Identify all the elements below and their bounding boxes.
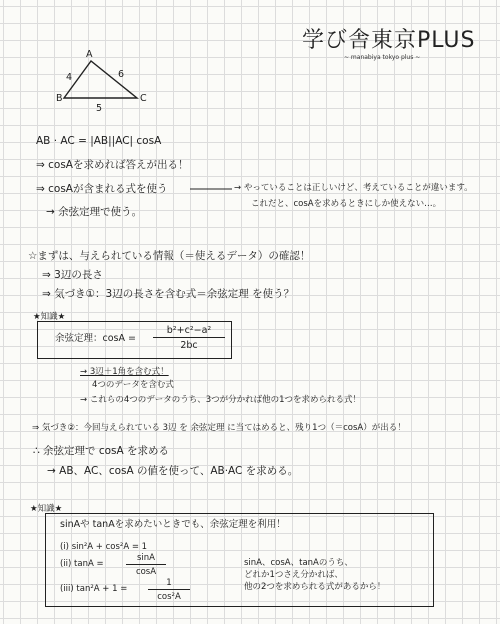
- notice-2: ⇒ 気づき②：今回与えられている 3辺 を 余弦定理 に当てはめると、残り1つ（＝cosA）が出る！: [32, 423, 406, 433]
- note-2: → これらの4つのデータのうち、3つが分かれば他の1つを求められる式！: [80, 395, 362, 405]
- trig-side-note-1: sinA、cosA、tanAのうち、: [244, 558, 353, 568]
- identity-i: (i) sin²A + cos²A = 1: [60, 542, 148, 552]
- note-1b: 4つのデータを含む式: [92, 380, 174, 390]
- vertex-b-label: B: [56, 93, 63, 104]
- note-1a: → 3辺＋1角を含む式！: [80, 367, 169, 377]
- identity-iii-lhs: (iii) tan²A + 1 =: [60, 584, 128, 594]
- step-1: ⇒ cosAを求めれば答えが出る！: [36, 159, 189, 171]
- dot-product-formula: AB · AC = |AB||AC| cosA: [36, 135, 162, 147]
- knowledge-label-1: ★知識★: [33, 312, 66, 322]
- logo-subtitle: ~ manabiya tokyo plus ~: [344, 54, 421, 61]
- trig-box-header: sinAや tanAを求めたいときでも、余弦定理を利用！: [60, 519, 286, 530]
- identity-ii-denominator: cosA: [135, 567, 157, 577]
- side-bc-label: 5: [96, 103, 103, 114]
- side-ab-label: 4: [66, 72, 73, 83]
- identity-ii-fraction: [126, 553, 166, 577]
- identity-iii-denominator: cos²A: [157, 592, 181, 602]
- teacher-comment-1: → やっていることは正しいけど、考えていることが違います。: [234, 183, 473, 193]
- cosine-rule-numerator: b²+c²−a²: [153, 325, 225, 338]
- identity-iii-numerator: 1: [148, 578, 190, 590]
- therefore-1: ∴ 余弦定理で cosA を求める: [33, 445, 170, 457]
- teacher-comment-2: これだと、cosAを求めるときにしか使えない…。: [251, 199, 442, 209]
- cosine-rule-label: 余弦定理：cosA =: [55, 333, 136, 344]
- step-3: → 余弦定理で使う。: [46, 206, 143, 218]
- therefore-2: → AB、AC、cosA の値を使って、AB·AC を求める。: [47, 465, 299, 477]
- identity-iii-fraction: [148, 578, 190, 602]
- check-1: ⇒ 3辺の長さ: [42, 269, 103, 281]
- section-heading: ☆まずは、与えられている情報（＝使えるデータ）の確認！: [28, 250, 311, 262]
- vertex-c-label: C: [140, 93, 147, 104]
- cosine-rule-fraction: [153, 325, 225, 351]
- logo-title: 学び舎東京PLUS: [302, 28, 476, 53]
- cosine-rule-denominator: 2bc: [180, 340, 198, 351]
- check-2: ⇒ 気づき①：3辺の長さを含む式＝余弦定理 を使う？: [42, 288, 295, 300]
- trig-side-note-3: 他の2つを求められる式があるから！: [244, 582, 386, 592]
- knowledge-label-2: ★知識★: [30, 504, 63, 514]
- identity-ii-lhs: (ii) tanA =: [60, 559, 104, 569]
- vertex-a-label: A: [86, 49, 93, 60]
- step-2: ⇒ cosAが含まれる式を使う: [36, 183, 168, 195]
- trig-side-note-2: どれか1つさえ分かれば、: [244, 570, 343, 580]
- identity-ii-numerator: sinA: [126, 553, 166, 565]
- side-ac-label: 6: [118, 69, 125, 80]
